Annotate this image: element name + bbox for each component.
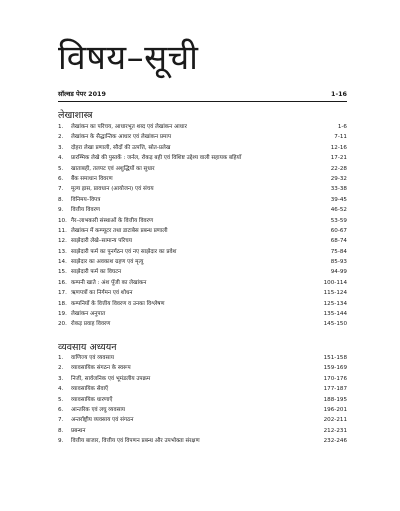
toc-entry-number: 12. [58,238,67,245]
toc-entry-number: 9. [58,438,64,445]
toc-entry [58,236,347,246]
toc-entry-pages: 60-67 [330,227,347,234]
toc-entry-pages: 68-74 [330,238,347,245]
toc-entry-pages: 29-32 [330,175,347,182]
toc-entry-pages: 7-11 [334,134,347,141]
toc-entry-number: 7. [58,186,64,193]
toc-entry-title: आन्तरिक एवं लघु व्यवसाय [71,406,126,413]
toc-entry-title: विनिमय–विपत्र [71,196,101,203]
toc-entry-number: 2. [58,134,64,141]
toc-entry-pages: 53-59 [330,217,347,224]
toc-entry-number: 6. [58,175,64,182]
toc-list-business-studies [58,353,347,447]
toc-entry-pages: 177-187 [323,386,347,393]
toc-entry-title: प्रारम्भिक लेखे की पुस्तकें : जर्नल, रोकड़ बही एवं विशिष्ट उद्देश्य वाली सहायक बहियाँ [71,155,242,162]
toc-entry-title: व्यावसायिक सेवाएँ [71,386,109,393]
toc-entry-number: 6. [58,406,64,413]
toc-entry-number: 8. [58,427,64,434]
toc-entry-number: 16. [58,279,67,286]
toc-entry-title: वाणिज्य एवं व्यवसाय [71,355,114,361]
toc-entry-number: 1. [58,124,64,130]
toc-entry [58,267,347,277]
sample-paper-row [58,90,347,99]
toc-entry-number: 19. [58,311,67,318]
toc-entry-number: 20. [58,321,67,328]
toc-entry-title: अन्तर्राष्ट्रीय व्यवसाय एवं संगठन [71,417,134,424]
toc-entry-pages: 145-150 [323,321,347,328]
toc-entry-title: व्यावसायिक संगठन के स्वरूप [71,365,131,372]
toc-entry-number: 11. [58,227,67,234]
toc-entry-pages: 33-38 [330,186,347,193]
toc-entry-title: ऋणपत्रों का निर्गमन एवं शोधन [71,290,133,297]
toc-entry-number: 5. [58,396,64,403]
toc-entry-number: 7. [58,417,64,424]
toc-entry-title: बैंक समाधान विवरण [71,175,113,182]
toc-entry [58,216,347,226]
toc-entry [58,153,347,163]
toc-entry-title: साझेदारी फर्म का विघटन [71,269,122,276]
toc-entry [58,164,347,174]
toc-entry-title: खाताबही, तलपट एवं अशुद्धियों का सुधार [71,165,155,172]
toc-entry-title: निजी, सार्वजनिक एवं भूमंडलीय उपक्रम [71,375,151,382]
toc-entry-title: प्रबन्धन [71,427,86,434]
toc-entry-pages: 232-246 [323,438,347,445]
toc-entry [58,184,347,194]
toc-entry-number: 8. [58,196,64,203]
toc-entry [58,226,347,236]
toc-entry [58,436,347,446]
toc-entry-pages: 85-93 [330,259,347,266]
toc-entry [58,132,347,142]
toc-entry-title: लेखांकन का परिचय, आधारभूत शब्द एवं लेखांकन आधार [71,124,187,130]
toc-entry-number: 18. [58,300,67,307]
toc-entry-number: 9. [58,207,64,214]
page-title: विषय–सूची [58,38,199,78]
toc-entry-number: 2. [58,365,64,372]
toc-entry-pages: 196-201 [323,406,347,413]
toc-entry-number: 13. [58,248,67,255]
toc-entry [58,278,347,288]
toc-entry [58,363,347,373]
toc-entry [58,353,347,363]
toc-entry-pages: 159-169 [323,365,347,372]
toc-entry-number: 14. [58,259,67,266]
toc-entry-pages: 125-134 [323,300,347,307]
section-title-business-studies: व्यवसाय अध्ययन [58,342,117,353]
toc-entry-pages: 12-16 [330,144,347,151]
toc-entry [58,415,347,425]
toc-entry-title: व्यावसायिक धारणाएँ [71,396,113,403]
toc-entry-pages: 188-195 [323,396,347,403]
toc-entry-number: 3. [58,144,64,151]
toc-entry [58,288,347,298]
toc-entry-title: लेखांकन में कम्प्यूटर तथा डाटाबेस प्रबन्ध प्रणाली [71,227,168,234]
toc-entry [58,426,347,436]
toc-entry-pages: 22-28 [330,165,347,172]
toc-entry-title: लेखांकन के सैद्धान्तिक आधार एवं लेखांकन प्रमाप [71,134,172,141]
toc-entry-pages: 94-99 [330,269,347,276]
toc-entry [58,257,347,267]
toc-entry-pages: 115-124 [323,290,347,297]
toc-list-accountancy [58,122,347,330]
toc-entry-pages: 39-45 [330,196,347,203]
toc-entry-title: वित्तीय बाजार, वित्तीय एवं विपणन प्रबन्ध और उपभोक्ता संरक्षण [71,438,200,445]
toc-entry-number: 5. [58,165,64,172]
toc-entry-pages: 1-6 [337,124,347,130]
toc-entry-pages: 100-114 [323,279,347,286]
toc-entry-number: 17. [58,290,67,297]
toc-entry-pages: 202-211 [323,417,347,424]
toc-entry-number: 15. [58,269,67,276]
toc-entry [58,319,347,329]
toc-entry-title: वित्तीय विवरण [71,207,100,214]
toc-entry-title: साझेदारी लेखे–सामान्य परिचय [71,238,132,245]
toc-entry-title: कम्पनी खाते : अंश पूँजी का लेखांकन [71,279,147,286]
toc-entry [58,247,347,257]
toc-entry-pages: 151-158 [323,355,347,361]
toc-entry-pages: 75-84 [330,248,347,255]
toc-entry [58,143,347,153]
toc-entry-number: 4. [58,386,64,393]
toc-entry-title: साझेदारी फर्म का पुनर्गठन एवं नए साझेदार का प्रवेश [71,248,177,255]
toc-entry-title: कम्पनियों के वित्तीय विवरण व उनका विश्लेषण [71,300,165,307]
header-divider [58,101,347,102]
toc-entry-number: 1. [58,355,64,361]
toc-entry-pages: 46-52 [330,207,347,214]
toc-entry [58,299,347,309]
toc-entry [58,395,347,405]
toc-entry-number: 3. [58,375,64,382]
toc-entry [58,174,347,184]
toc-entry-title: दोहरा लेखा प्रणाली, सौदों की उत्पत्ति, स्रोत-प्रलेख [71,144,171,151]
toc-entry-pages: 135-144 [323,311,347,318]
sample-paper-pages: 1-16 [331,90,347,98]
toc-entry [58,122,347,132]
toc-entry-title: मूल्य ह्रास, प्रावधान (आयोजन) एवं संचय [71,186,154,193]
toc-entry [58,195,347,205]
toc-entry-number: 10. [58,217,67,224]
toc-entry-title: गैर–लाभकारी संस्थाओं के वित्तीय विवरण [71,217,154,224]
toc-entry [58,384,347,394]
toc-entry-pages: 17-21 [330,155,347,162]
toc-entry-number: 4. [58,155,64,162]
toc-entry-pages: 170-176 [323,375,347,382]
toc-entry [58,205,347,215]
toc-entry-pages: 212-231 [323,427,347,434]
toc-entry [58,405,347,415]
sample-paper-label: सॉल्वड पेपर 2019 [58,90,106,98]
toc-entry-title: साझेदार का अवकाश ग्रहण एवं मृत्यु [71,259,144,266]
toc-entry-title: लेखांकन अनुपात [71,311,106,318]
toc-entry-title: रोकड़ प्रवाह विवरण [71,321,111,328]
toc-entry [58,374,347,384]
toc-entry [58,309,347,319]
section-title-accountancy: लेखाशास्त्र [58,110,93,121]
